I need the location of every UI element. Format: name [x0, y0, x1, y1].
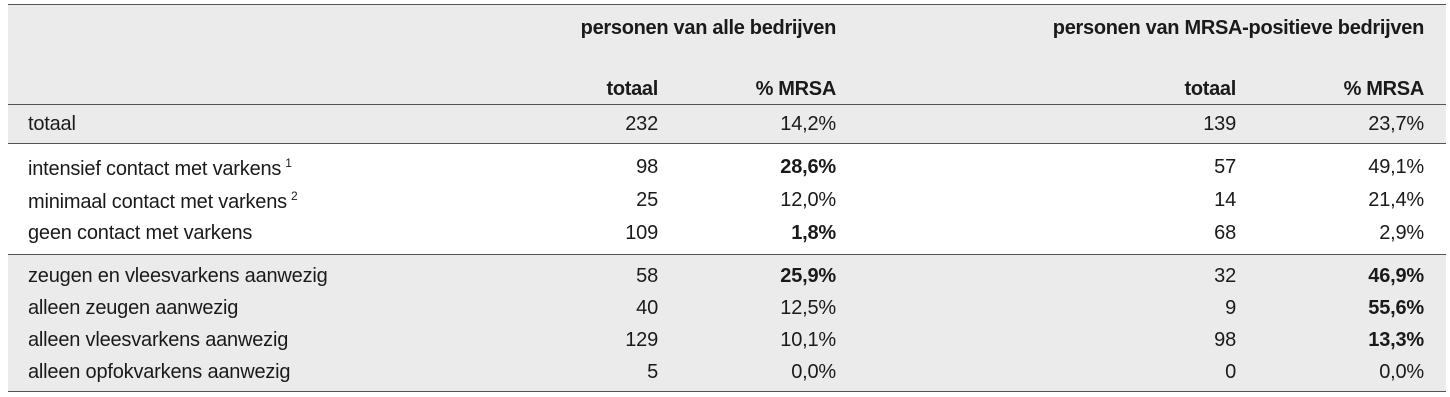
- group-header-all: personen van alle bedrijven: [580, 17, 836, 39]
- cell-total-pos: 32: [1214, 265, 1236, 287]
- cell-total-all: 98: [636, 156, 658, 178]
- divider: [8, 143, 1446, 144]
- cell-total-all: 40: [636, 297, 658, 319]
- table-row: [8, 186, 1446, 214]
- cell-pct-all: 14,2%: [780, 113, 836, 135]
- col-header-pct-pos: % MRSA: [1343, 78, 1424, 100]
- cell-pct-pos: 46,9%: [1368, 265, 1424, 287]
- row-label: alleen zeugen aanwezig: [28, 297, 239, 319]
- table-header: [8, 4, 1446, 105]
- cell-total-pos: 68: [1214, 222, 1236, 244]
- col-header-pct-all: % MRSA: [755, 78, 836, 100]
- cell-pct-pos: 55,6%: [1368, 297, 1424, 319]
- cell-pct-pos: 23,7%: [1368, 113, 1424, 135]
- cell-pct-all: 10,1%: [780, 329, 836, 351]
- row-label: totaal: [28, 113, 76, 135]
- cell-pct-all: 12,5%: [780, 297, 836, 319]
- footnote-marker: 2: [290, 189, 298, 203]
- divider: [8, 391, 1446, 392]
- cell-pct-pos: 13,3%: [1368, 329, 1424, 351]
- row-label: alleen vleesvarkens aanwezig: [28, 329, 289, 351]
- footnote-marker: 1: [285, 156, 292, 170]
- cell-pct-pos: 21,4%: [1368, 189, 1424, 211]
- cell-total-all: 232: [625, 113, 658, 135]
- cell-total-all: 5: [647, 361, 658, 383]
- cell-pct-pos: 0,0%: [1379, 361, 1424, 383]
- cell-total-all: 129: [625, 329, 658, 351]
- col-header-total-pos: totaal: [1184, 78, 1236, 100]
- row-label: minimaal contact met varkens $^2$: [28, 189, 298, 213]
- cell-pct-all: 25,9%: [780, 265, 836, 287]
- cell-pct-all: 0,0%: [791, 361, 836, 383]
- group-header-mrsa-positive: personen van MRSA-positieve bedrijven: [1052, 17, 1424, 39]
- row-label: zeugen en vleesvarkens aanwezig: [28, 265, 328, 287]
- cell-total-pos: 98: [1214, 329, 1236, 351]
- cell-total-all: 58: [636, 265, 658, 287]
- cell-total-all: 25: [636, 189, 658, 211]
- table-row: [8, 110, 1446, 138]
- row-label: alleen opfokvarkens aanwezig: [28, 361, 291, 383]
- cell-pct-all: 1,8%: [791, 222, 836, 244]
- cell-pct-pos: 2,9%: [1379, 222, 1424, 244]
- row-label: geen contact met varkens: [28, 222, 253, 244]
- cell-total-all: 109: [625, 222, 658, 244]
- col-header-total-all: totaal: [606, 78, 658, 100]
- cell-total-pos: 9: [1225, 297, 1236, 319]
- table-row: [8, 153, 1446, 181]
- table-row: [8, 326, 1446, 354]
- cell-pct-all: 12,0%: [780, 189, 836, 211]
- row-label: intensief contact met varkens $^1$: [28, 156, 292, 180]
- table-row: [8, 294, 1446, 322]
- cell-total-pos: 14: [1214, 189, 1236, 211]
- cell-total-pos: 139: [1203, 113, 1236, 135]
- cell-total-pos: 0: [1225, 361, 1236, 383]
- cell-total-pos: 57: [1214, 156, 1236, 178]
- table-row: [8, 358, 1446, 386]
- table-row: [8, 219, 1446, 247]
- table-row: [8, 262, 1446, 290]
- cell-pct-pos: 49,1%: [1368, 156, 1424, 178]
- cell-pct-all: 28,6%: [780, 156, 836, 178]
